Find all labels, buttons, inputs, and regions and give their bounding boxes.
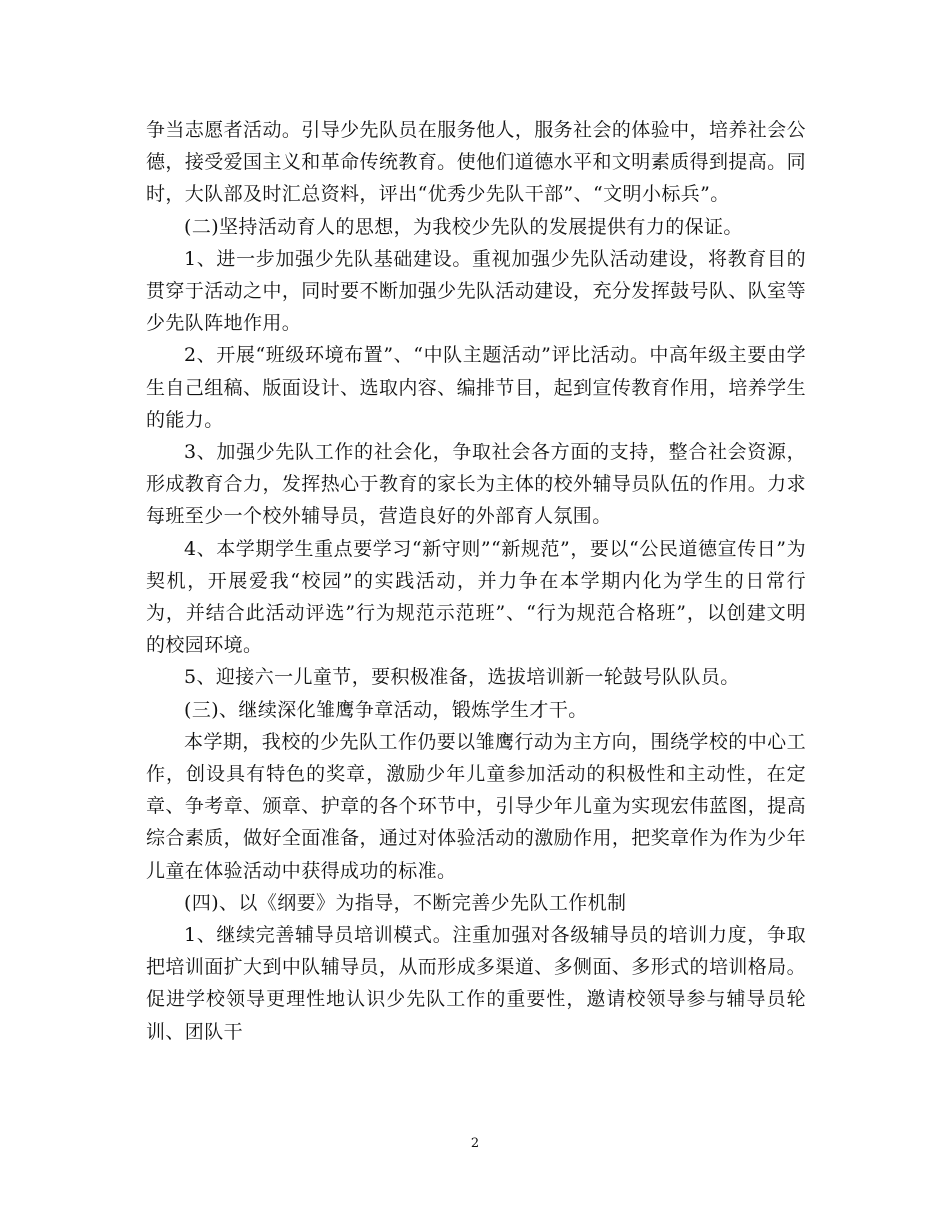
paragraph-item-3: 3、加强少先队工作的社会化，争取社会各方面的支持，整合社会资源，形成教育合力，发挥热心于教育的家长为主体的校外辅导员队伍的作用。力求每班至少一个校外辅导员，营造良好的外部育人氛围。: [146, 441, 806, 528]
paragraph-item-4: 4、本学期学生重点要学习“新守则”“新规范”，要以“公民道德宣传日”为契机，开展爱我“校园”的实践活动，并力争在本学期内化为学生的日常行为，并结合此活动评选”行为规范示范班”、“行为规范合格班”，以创建文明的校园环境。: [146, 537, 806, 657]
body-text: [146, 114, 806, 1048]
paragraph-item-2: 2、开展“班级环境布置”、“中队主题活动”评比活动。中高年级主要由学生自己组稿、版面设计、选取内容、编排节目，起到宣传教育作用，培养学生的能力。: [146, 344, 806, 431]
page-number: 2: [470, 1136, 480, 1151]
section-heading-2: (二)坚持活动育人的思想，为我校少先队的发展提供有力的保证。: [184, 215, 743, 238]
paragraph-item-1: 1、进一步加强少先队基础建设。重视加强少先队活动建设，将教育目的贯穿于活动之中，同时要不断加强少先队活动建设，充分发挥鼓号队、队室等少先队阵地作用。: [146, 247, 806, 335]
paragraph-continuation: 争当志愿者活动。引导少先队员在服务他人，服务社会的体验中，培养社会公德，接受爱国主义和革命传统教育。使他们道德水平和文明素质得到提高。同时，大队部及时汇总资料，评出“优秀少先队干部”、“文明小标兵”。: [146, 119, 806, 206]
paragraph-semester: 本学期，我校的少先队工作仍要以雏鹰行动为主方向，围绕学校的中心工作，创设具有特色的奖章，激励少年儿童参加活动的积极性和主动性，在定章、争考章、颁章、护章的各个环节中，引导少年儿童为实现宏伟蓝图，提高综合素质，做好全面准备，通过对体验活动的激励作用，把奖章作为作为少年儿童在体验活动中获得成功的标准。: [146, 730, 806, 882]
paragraph-training: 1、继续完善辅导员培训模式。注重加强对各级辅导员的培训力度，争取把培训面扩大到中队辅导员，从而形成多渠道、多侧面、多形式的培训格局。促进学校领导更理性地认识少先队工作的重要性，邀请校领导参与辅导员轮训、团队干: [146, 924, 806, 1043]
section-heading-4: (四)、以《纲要》为指导，不断完善少先队工作机制: [184, 891, 627, 914]
section-heading-3: (三)、继续深化雏鹰争章活动，锻炼学生才干。: [184, 698, 588, 721]
paragraph-item-5: 5、迎接六一儿童节，要积极准备，选拔培训新一轮鼓号队队员。: [184, 666, 740, 689]
